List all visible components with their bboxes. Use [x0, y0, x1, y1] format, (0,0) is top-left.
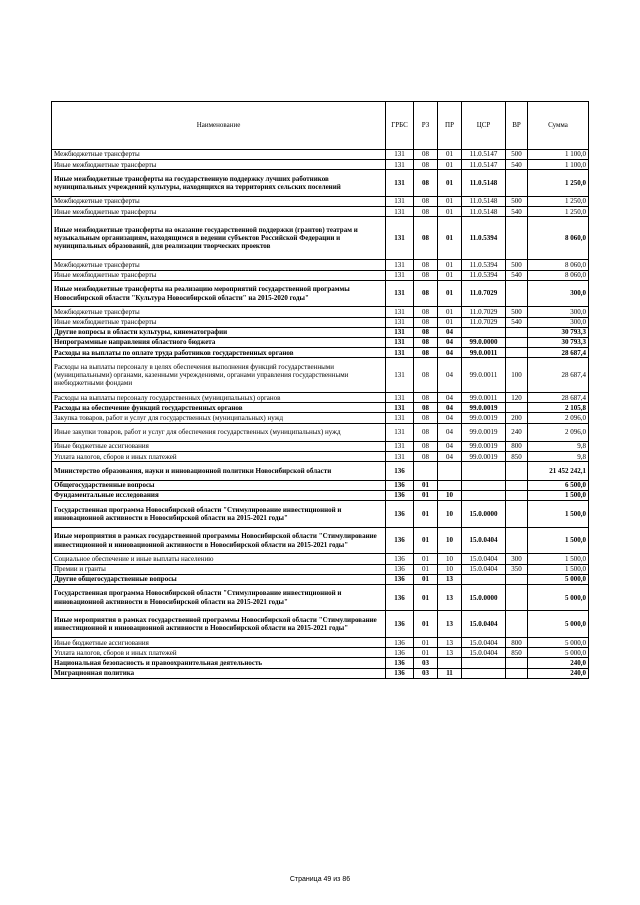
cell-pr: 01 [438, 317, 462, 327]
cell-vr [506, 337, 528, 347]
table-row [52, 668, 589, 678]
cell-name: Национальная безопасность и правоохранительная деятельность [52, 658, 386, 668]
cell-pr: 13 [438, 574, 462, 584]
cell-pr: 10 [438, 554, 462, 564]
cell-sum: 5 000,0 [528, 638, 589, 648]
cell-rz: 08 [414, 217, 438, 260]
table-row [52, 307, 589, 317]
cell-sum: 30 793,3 [528, 327, 589, 337]
page-number: Страница 49 из 86 [289, 876, 351, 883]
cell-rz: 03 [414, 658, 438, 668]
cell-csr [462, 327, 506, 337]
table-row [52, 554, 589, 564]
cell-sum: 5 000,0 [528, 584, 589, 611]
cell-name: Уплата налогов, сборов и иных платежей [52, 452, 386, 462]
cell-vr [506, 280, 528, 307]
cell-grbs: 131 [386, 207, 414, 217]
cell-pr: 01 [438, 150, 462, 160]
cell-name: Иные мероприятия в рамках государственной программы Новосибирской области "Стимулирование инвестиционной и инновационной активности в Новосибирской области на 2015-2021 годы" [52, 527, 386, 554]
cell-vr: 500 [506, 150, 528, 160]
cell-name: Иные бюджетные ассигнования [52, 442, 386, 452]
cell-grbs: 131 [386, 327, 414, 337]
cell-rz: 08 [414, 393, 438, 403]
cell-grbs: 131 [386, 423, 414, 441]
cell-grbs: 131 [386, 348, 414, 358]
table-row [52, 648, 589, 658]
cell-sum: 5 000,0 [528, 611, 589, 638]
cell-rz: 08 [414, 207, 438, 217]
cell-pr: 01 [438, 160, 462, 170]
cell-grbs: 136 [386, 648, 414, 658]
cell-csr [462, 462, 506, 480]
table-header-row [52, 102, 589, 150]
cell-sum: 300,0 [528, 307, 589, 317]
cell-vr [506, 480, 528, 490]
cell-rz: 08 [414, 280, 438, 307]
table-row [52, 490, 589, 500]
cell-rz: 08 [414, 337, 438, 347]
cell-rz: 01 [414, 638, 438, 648]
cell-name: Государственная программа Новосибирской области "Стимулирование инвестиционной и инновационной активности в Новосибирской области на 2015-2021 годы" [52, 501, 386, 528]
cell-grbs: 131 [386, 280, 414, 307]
cell-name: Межбюджетные трансферты [52, 150, 386, 160]
cell-sum: 1 250,0 [528, 207, 589, 217]
cell-csr [462, 668, 506, 678]
cell-pr: 04 [438, 442, 462, 452]
table-row [52, 423, 589, 441]
table-row [52, 337, 589, 347]
cell-sum: 1 500,0 [528, 490, 589, 500]
header-grbs: ГРБС [386, 102, 414, 150]
table-row [52, 527, 589, 554]
cell-vr: 240 [506, 423, 528, 441]
cell-csr: 99.0.0019 [462, 452, 506, 462]
cell-grbs: 131 [386, 160, 414, 170]
cell-sum: 21 452 242,1 [528, 462, 589, 480]
cell-sum: 6 500,0 [528, 480, 589, 490]
cell-csr: 99.0.0019 [462, 403, 506, 413]
cell-sum: 1 250,0 [528, 170, 589, 197]
cell-pr: 11 [438, 668, 462, 678]
cell-rz: 01 [414, 480, 438, 490]
cell-grbs: 131 [386, 196, 414, 206]
cell-sum: 28 687,4 [528, 358, 589, 393]
cell-rz: 01 [414, 564, 438, 574]
cell-vr [506, 403, 528, 413]
table-body [52, 150, 589, 679]
header-rz: РЗ [414, 102, 438, 150]
header-sum: Сумма [528, 102, 589, 150]
cell-rz: 08 [414, 160, 438, 170]
table-row [52, 658, 589, 668]
cell-rz: 08 [414, 170, 438, 197]
cell-rz: 08 [414, 403, 438, 413]
table-row [52, 217, 589, 260]
cell-csr: 11.0.5148 [462, 170, 506, 197]
cell-grbs: 136 [386, 584, 414, 611]
table-row [52, 403, 589, 413]
cell-vr [506, 668, 528, 678]
cell-vr [506, 490, 528, 500]
table-row [52, 358, 589, 393]
cell-grbs: 136 [386, 668, 414, 678]
cell-grbs: 136 [386, 574, 414, 584]
cell-pr: 01 [438, 217, 462, 260]
cell-vr: 200 [506, 413, 528, 423]
cell-sum: 1 250,0 [528, 196, 589, 206]
header-csr: ЦСР [462, 102, 506, 150]
cell-csr: 11.0.5148 [462, 196, 506, 206]
cell-vr [506, 574, 528, 584]
cell-csr: 15.0.0404 [462, 648, 506, 658]
cell-vr: 300 [506, 554, 528, 564]
cell-sum: 1 500,0 [528, 564, 589, 574]
cell-sum: 28 687,4 [528, 348, 589, 358]
cell-rz [414, 462, 438, 480]
cell-csr: 15.0.0404 [462, 527, 506, 554]
cell-vr: 850 [506, 452, 528, 462]
cell-name: Иные бюджетные ассигнования [52, 638, 386, 648]
table-row [52, 611, 589, 638]
table-row [52, 327, 589, 337]
cell-csr [462, 490, 506, 500]
cell-grbs: 136 [386, 638, 414, 648]
table-row [52, 170, 589, 197]
table-row [52, 452, 589, 462]
cell-pr: 04 [438, 452, 462, 462]
cell-pr: 01 [438, 207, 462, 217]
budget-table [51, 101, 589, 679]
cell-csr: 11.0.5394 [462, 217, 506, 260]
cell-sum: 30 793,3 [528, 337, 589, 347]
cell-rz: 01 [414, 527, 438, 554]
cell-grbs: 131 [386, 317, 414, 327]
cell-pr: 10 [438, 490, 462, 500]
cell-pr: 10 [438, 564, 462, 574]
table-row [52, 584, 589, 611]
cell-csr: 11.0.7029 [462, 317, 506, 327]
cell-rz: 01 [414, 611, 438, 638]
table-row [52, 638, 589, 648]
cell-rz: 08 [414, 423, 438, 441]
cell-csr: 99.0.0019 [462, 423, 506, 441]
cell-name: Расходы на обеспечение функций государственных органов [52, 403, 386, 413]
cell-csr: 11.0.5147 [462, 150, 506, 160]
cell-sum: 5 000,0 [528, 648, 589, 658]
cell-pr: 01 [438, 260, 462, 270]
cell-grbs: 131 [386, 307, 414, 317]
cell-csr [462, 658, 506, 668]
table-row [52, 348, 589, 358]
cell-csr: 11.0.7029 [462, 307, 506, 317]
cell-csr [462, 574, 506, 584]
cell-sum: 1 500,0 [528, 527, 589, 554]
cell-vr: 500 [506, 307, 528, 317]
cell-vr: 850 [506, 648, 528, 658]
cell-grbs: 131 [386, 442, 414, 452]
cell-grbs: 131 [386, 150, 414, 160]
cell-csr: 15.0.0000 [462, 501, 506, 528]
cell-csr: 11.0.5147 [462, 160, 506, 170]
table-row [52, 462, 589, 480]
cell-csr: 15.0.0404 [462, 564, 506, 574]
cell-vr: 540 [506, 317, 528, 327]
cell-name: Премии и гранты [52, 564, 386, 574]
table-row [52, 442, 589, 452]
cell-csr: 99.0.0019 [462, 413, 506, 423]
cell-vr: 540 [506, 207, 528, 217]
cell-vr [506, 658, 528, 668]
table-row [52, 564, 589, 574]
table-row [52, 574, 589, 584]
cell-rz: 01 [414, 554, 438, 564]
cell-name: Уплата налогов, сборов и иных платежей [52, 648, 386, 658]
cell-sum: 300,0 [528, 317, 589, 327]
cell-vr: 120 [506, 393, 528, 403]
table-row [52, 501, 589, 528]
table-row [52, 196, 589, 206]
cell-name: Иные межбюджетные трансферты на оказание государственной поддержки (грантов) театрам и музыкальным организациям, находящимся в ведении субъектов Российской Федерации и муниципальных образований, для реализации творческих проектов [52, 217, 386, 260]
cell-sum: 1 500,0 [528, 554, 589, 564]
cell-name: Межбюджетные трансферты [52, 196, 386, 206]
cell-pr: 04 [438, 337, 462, 347]
cell-csr: 15.0.0404 [462, 638, 506, 648]
cell-csr: 11.0.5394 [462, 260, 506, 270]
cell-csr: 15.0.0000 [462, 584, 506, 611]
cell-rz: 08 [414, 327, 438, 337]
cell-sum: 240,0 [528, 658, 589, 668]
cell-pr: 04 [438, 348, 462, 358]
cell-pr: 01 [438, 170, 462, 197]
cell-name: Государственная программа Новосибирской области "Стимулирование инвестиционной и инновационной активности в Новосибирской области на 2015-2021 годы" [52, 584, 386, 611]
cell-rz: 08 [414, 452, 438, 462]
cell-pr: 04 [438, 358, 462, 393]
cell-sum: 2 096,0 [528, 423, 589, 441]
table-row [52, 393, 589, 403]
cell-rz: 01 [414, 648, 438, 658]
cell-name: Расходы на выплаты персоналу государственных (муниципальных) органов [52, 393, 386, 403]
cell-name: Иные мероприятия в рамках государственной программы Новосибирской области "Стимулирование инвестиционной и инновационной активности в Новосибирской области на 2015-2021 годы" [52, 611, 386, 638]
cell-vr [506, 527, 528, 554]
cell-vr [506, 584, 528, 611]
cell-rz: 08 [414, 358, 438, 393]
cell-name: Иные межбюджетные трансферты [52, 317, 386, 327]
cell-csr: 99.0.0011 [462, 393, 506, 403]
cell-grbs: 131 [386, 393, 414, 403]
cell-grbs: 136 [386, 554, 414, 564]
cell-rz: 08 [414, 260, 438, 270]
table-row [52, 150, 589, 160]
cell-grbs: 131 [386, 270, 414, 280]
cell-grbs: 131 [386, 217, 414, 260]
cell-name: Иные межбюджетные трансферты [52, 270, 386, 280]
cell-sum: 1 100,0 [528, 160, 589, 170]
table-row [52, 317, 589, 327]
cell-name: Закупка товаров, работ и услуг для государственных (муниципальных) нужд [52, 413, 386, 423]
cell-name: Расходы на выплаты по оплате труда работников государственных органов [52, 348, 386, 358]
cell-vr: 350 [506, 564, 528, 574]
cell-csr: 11.0.7029 [462, 280, 506, 307]
cell-grbs: 136 [386, 611, 414, 638]
cell-name: Другие вопросы в области культуры, кинематографии [52, 327, 386, 337]
cell-sum: 8 060,0 [528, 217, 589, 260]
cell-rz: 01 [414, 490, 438, 500]
cell-grbs: 136 [386, 564, 414, 574]
cell-pr [438, 480, 462, 490]
cell-rz: 08 [414, 270, 438, 280]
cell-rz: 01 [414, 501, 438, 528]
cell-pr: 04 [438, 413, 462, 423]
cell-rz: 01 [414, 584, 438, 611]
table-row [52, 480, 589, 490]
header-name: Наименование [52, 102, 386, 150]
cell-pr: 01 [438, 280, 462, 307]
cell-sum: 9,8 [528, 442, 589, 452]
cell-pr: 10 [438, 501, 462, 528]
cell-pr: 13 [438, 584, 462, 611]
cell-vr: 540 [506, 270, 528, 280]
cell-rz: 01 [414, 574, 438, 584]
cell-vr [506, 170, 528, 197]
cell-name: Общегосударственные вопросы [52, 480, 386, 490]
table-row [52, 270, 589, 280]
cell-pr: 10 [438, 527, 462, 554]
cell-rz: 08 [414, 348, 438, 358]
cell-csr [462, 480, 506, 490]
table-row [52, 260, 589, 270]
cell-vr [506, 327, 528, 337]
table-row [52, 160, 589, 170]
cell-csr: 99.0.0019 [462, 442, 506, 452]
cell-grbs: 136 [386, 501, 414, 528]
cell-sum: 1 100,0 [528, 150, 589, 160]
cell-vr: 800 [506, 442, 528, 452]
cell-vr [506, 217, 528, 260]
cell-rz: 08 [414, 307, 438, 317]
cell-name: Миграционная политика [52, 668, 386, 678]
cell-grbs: 131 [386, 337, 414, 347]
cell-name: Непрограммные направления областного бюджета [52, 337, 386, 347]
cell-pr: 01 [438, 307, 462, 317]
cell-pr: 13 [438, 638, 462, 648]
cell-pr: 01 [438, 270, 462, 280]
table-row [52, 280, 589, 307]
cell-name: Межбюджетные трансферты [52, 307, 386, 317]
cell-vr [506, 501, 528, 528]
header-vr: ВР [506, 102, 528, 150]
cell-vr [506, 348, 528, 358]
cell-csr: 99.0.0011 [462, 358, 506, 393]
cell-rz: 08 [414, 150, 438, 160]
cell-pr: 13 [438, 648, 462, 658]
cell-pr: 04 [438, 423, 462, 441]
cell-name: Другие общегосударственные вопросы [52, 574, 386, 584]
cell-rz: 08 [414, 317, 438, 327]
cell-name: Иные межбюджетные трансферты [52, 207, 386, 217]
cell-rz: 03 [414, 668, 438, 678]
cell-pr: 04 [438, 327, 462, 337]
cell-name: Расходы на выплаты персоналу в целях обеспечения выполнения функций государственными (муниципальными) органами, казенными учреждениями, органами управления государственными внебюджетными фондами [52, 358, 386, 393]
cell-grbs: 131 [386, 403, 414, 413]
cell-name: Иные межбюджетные трансферты на государственную поддержку лучших работников муниципальных учреждений культуры, находящихся на территориях сельских поселений [52, 170, 386, 197]
cell-pr [438, 462, 462, 480]
cell-rz: 08 [414, 413, 438, 423]
cell-name: Иные межбюджетные трансферты [52, 160, 386, 170]
cell-name: Фундаментальные исследования [52, 490, 386, 500]
cell-grbs: 131 [386, 260, 414, 270]
cell-grbs: 136 [386, 658, 414, 668]
cell-grbs: 131 [386, 358, 414, 393]
cell-csr: 11.0.5394 [462, 270, 506, 280]
cell-sum: 8 060,0 [528, 270, 589, 280]
cell-vr [506, 611, 528, 638]
cell-name: Социальное обеспечение и иные выплаты населению [52, 554, 386, 564]
cell-sum: 300,0 [528, 280, 589, 307]
cell-sum: 9,8 [528, 452, 589, 462]
cell-grbs: 136 [386, 490, 414, 500]
cell-pr: 04 [438, 403, 462, 413]
cell-csr: 11.0.5148 [462, 207, 506, 217]
cell-sum: 5 000,0 [528, 574, 589, 584]
cell-name: Иные межбюджетные трансферты на реализацию мероприятий государственной программы Новосибирской области "Культура Новосибирской области" на 2015-2020 годы" [52, 280, 386, 307]
cell-vr [506, 462, 528, 480]
cell-vr: 500 [506, 260, 528, 270]
cell-sum: 28 687,4 [528, 393, 589, 403]
cell-sum: 1 500,0 [528, 501, 589, 528]
cell-sum: 2 105,8 [528, 403, 589, 413]
cell-sum: 8 060,0 [528, 260, 589, 270]
cell-sum: 240,0 [528, 668, 589, 678]
cell-vr: 500 [506, 196, 528, 206]
cell-pr: 04 [438, 393, 462, 403]
cell-csr: 99.0.0011 [462, 348, 506, 358]
cell-csr: 15.0.0404 [462, 554, 506, 564]
cell-pr [438, 658, 462, 668]
cell-vr: 100 [506, 358, 528, 393]
cell-grbs: 131 [386, 413, 414, 423]
cell-grbs: 136 [386, 462, 414, 480]
cell-grbs: 131 [386, 170, 414, 197]
cell-csr: 99.0.0000 [462, 337, 506, 347]
cell-sum: 2 096,0 [528, 413, 589, 423]
cell-rz: 08 [414, 196, 438, 206]
cell-name: Межбюджетные трансферты [52, 260, 386, 270]
cell-grbs: 136 [386, 480, 414, 490]
header-pr: ПР [438, 102, 462, 150]
table-row [52, 207, 589, 217]
cell-rz: 08 [414, 442, 438, 452]
cell-csr: 15.0.0404 [462, 611, 506, 638]
table-row [52, 413, 589, 423]
cell-vr: 540 [506, 160, 528, 170]
cell-grbs: 136 [386, 527, 414, 554]
cell-name: Министерство образования, науки и инновационной политики Новосибирской области [52, 462, 386, 480]
cell-vr: 800 [506, 638, 528, 648]
cell-pr: 01 [438, 196, 462, 206]
cell-pr: 13 [438, 611, 462, 638]
cell-name: Иные закупки товаров, работ и услуг для обеспечения государственных (муниципальных) нужд [52, 423, 386, 441]
cell-grbs: 131 [386, 452, 414, 462]
